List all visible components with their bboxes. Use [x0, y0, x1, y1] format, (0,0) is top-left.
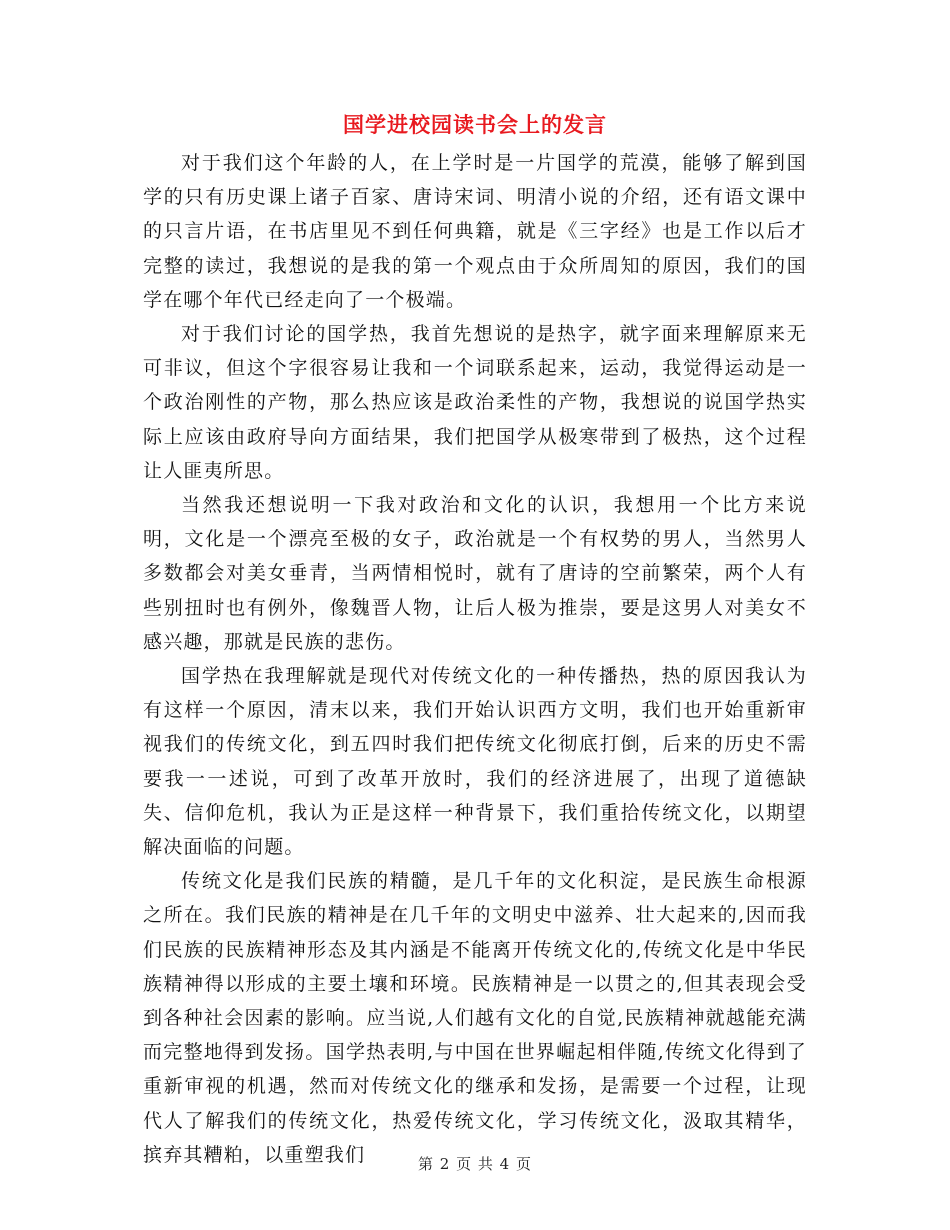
paragraph-4: 国学热在我理解就是现代对传统文化的一种传播热，热的原因我认为有这样一个原因，清末以来，我们开始认识西方文明，我们也开始重新审视我们的传统文化，到五四时我们把传统文化彻底打倒，后来的历史不需要我一一述说，可到了改革开放时，我们的经济进展了，出现了道德缺失、信仰危机，我认为正是这样一种背景下，我们重拾传统文化，以期望解决面临的问题。	[143, 665, 807, 859]
paragraph-1: 对于我们这个年龄的人，在上学时是一片国学的荒漠，能够了解到国学的只有历史课上诸子百家、唐诗宋词、明清小说的介绍，还有语文课中的只言片语，在书店里见不到任何典籍，就是《三字经》也是工作以后才完整的读过，我想说的是我的第一个观点由于众所周知的原因，我们的国学在哪个年代已经走向了一个极端。	[143, 152, 807, 311]
paragraph-3: 当然我还想说明一下我对政治和文化的认识，我想用一个比方来说明，文化是一个漂亮至极的女子，政治就是一个有权势的男人，当然男人多数都会对美女垂青，当两情相悦时，就有了唐诗的空前繁荣，两个人有些别扭时也有例外，像魏晋人物，让后人极为推崇，要是这男人对美女不感兴趣，那就是民族的悲伤。	[143, 494, 807, 653]
document-title: 国学进校园读书会上的发言	[343, 112, 607, 137]
paragraph-2: 对于我们讨论的国学热，我首先想说的是热字，就字面来理解原来无可非议，但这个字很容易让我和一个词联系起来，运动，我觉得运动是一个政治刚性的产物，那么热应该是政治柔性的产物，我想说的说国学热实际上应该由政府导向方面结果，我们把国学从极寒带到了极热，这个过程让人匪夷所思。	[143, 323, 807, 482]
paragraph-5: 传统文化是我们民族的精髓，是几千年的文化积淀，是民族生命根源之所在。我们民族的精神是在几千年的文明史中滋养、壮大起来的,因而我们民族的民族精神形态及其内涵是不能离开传统文化的,传统文化是中华民族精神得以形成的主要土壤和环境。民族精神是一以贯之的,但其表现会受到各种社会因素的影响。应当说,人们越有文化的自觉,民族精神就越能充满而完整地得到发扬。国学热表明,与中国在世界崛起相伴随,传统文化得到了重新审视的机遇，然而对传统文化的继承和发扬，是需要一个过程，让现代人了解我们的传统文化，热爱传统文化，学习传统文化，汲取其精华，摈弃其糟粕，以重塑我们	[143, 870, 807, 1166]
page-number-footer: 第 2 页 共 4 页	[418, 1155, 532, 1173]
document-body	[143, 146, 807, 1172]
